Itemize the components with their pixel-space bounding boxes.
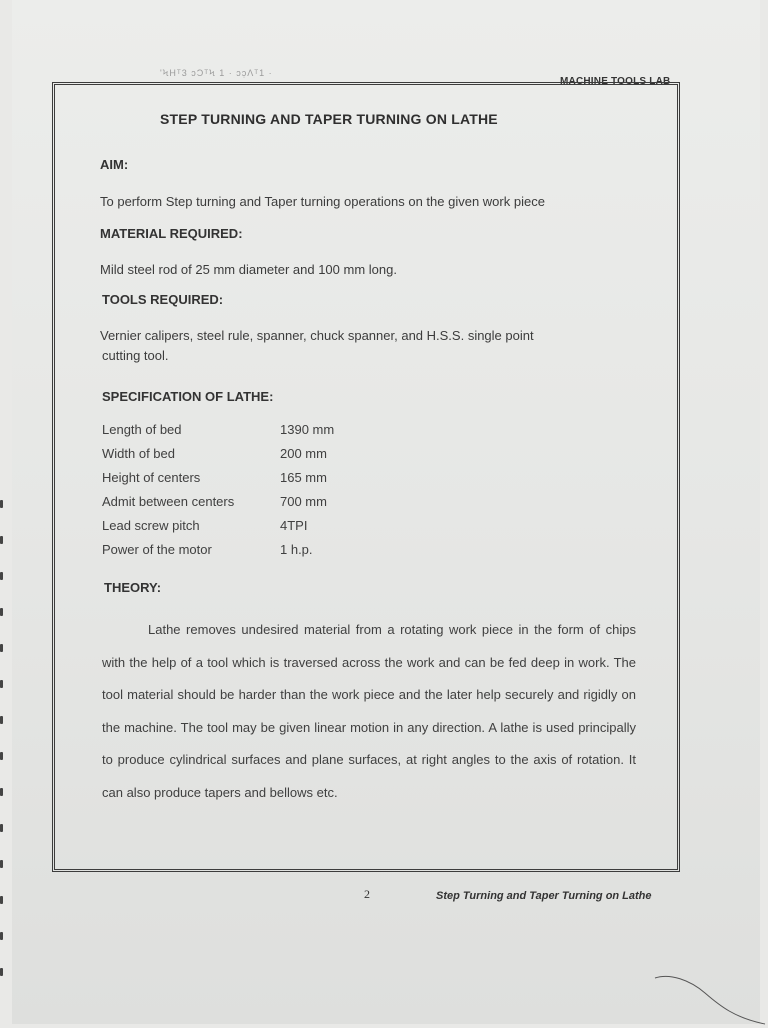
lab-name-header: MACHINE TOOLS LAB	[560, 76, 671, 87]
spec-label: Width of bed	[102, 446, 175, 461]
spec-row	[102, 494, 327, 509]
spec-row	[102, 518, 307, 533]
spec-value: 200 mm	[280, 446, 327, 461]
faint-stamp-text: 'ϞHᵀ3 ɔϽᵀϞ 1 · ɔɔ̣Ʌᵀ1 ·	[160, 68, 273, 78]
theory-paragraph	[102, 614, 636, 809]
tools-text-line-1: Vernier calipers, steel rule, spanner, chuck spanner, and H.S.S. single point	[100, 328, 534, 343]
spec-row	[102, 446, 327, 461]
material-heading: MATERIAL REQUIRED:	[100, 226, 243, 241]
spec-value: 165 mm	[280, 470, 327, 485]
spec-value: 700 mm	[280, 494, 327, 509]
spec-label: Lead screw pitch	[102, 518, 200, 533]
spec-label: Power of the motor	[102, 542, 212, 557]
spec-value: 1390 mm	[280, 422, 335, 437]
document-title: STEP TURNING AND TAPER TURNING ON LATHE	[160, 111, 498, 127]
spec-row	[102, 470, 327, 485]
theory-text: Lathe removes undesired material from a rotating work piece in the form of chips with the help of a tool which is traversed across the work and can be fed deep in work. The tool material should be harder than the work piece and the later help securely and rigidly on the machine. The tool may be given linear motion in any direction. A lathe is used principally to produce cylindrical surfaces and plane surfaces, at right angles to the axis of rotation. It can also produce tapers and bellows etc.	[102, 622, 636, 800]
spec-label: Height of centers	[102, 470, 201, 485]
spec-label: Length of bed	[102, 422, 182, 437]
spec-heading: SPECIFICATION OF LATHE:	[102, 389, 274, 404]
spec-label: Admit between centers	[102, 494, 235, 509]
tools-heading: TOOLS REQUIRED:	[102, 292, 224, 307]
theory-heading: THEORY:	[104, 580, 162, 595]
aim-text: To perform Step turning and Taper turning operations on the given work piece	[100, 194, 545, 209]
footer-running-title: Step Turning and Taper Turning on Lathe	[436, 890, 652, 902]
binding-holes	[0, 490, 10, 990]
pen-mark-decoration	[650, 968, 768, 1028]
spec-row	[102, 542, 313, 557]
spec-row	[102, 422, 334, 437]
spec-value: 1 h.p.	[280, 542, 313, 557]
aim-heading: AIM:	[100, 157, 129, 172]
tools-text-line-2: cutting tool.	[102, 348, 169, 363]
spec-value: 4TPI	[280, 518, 308, 533]
page-number: 2	[364, 887, 370, 901]
material-text: Mild steel rod of 25 mm diameter and 100 mm long.	[100, 262, 397, 277]
